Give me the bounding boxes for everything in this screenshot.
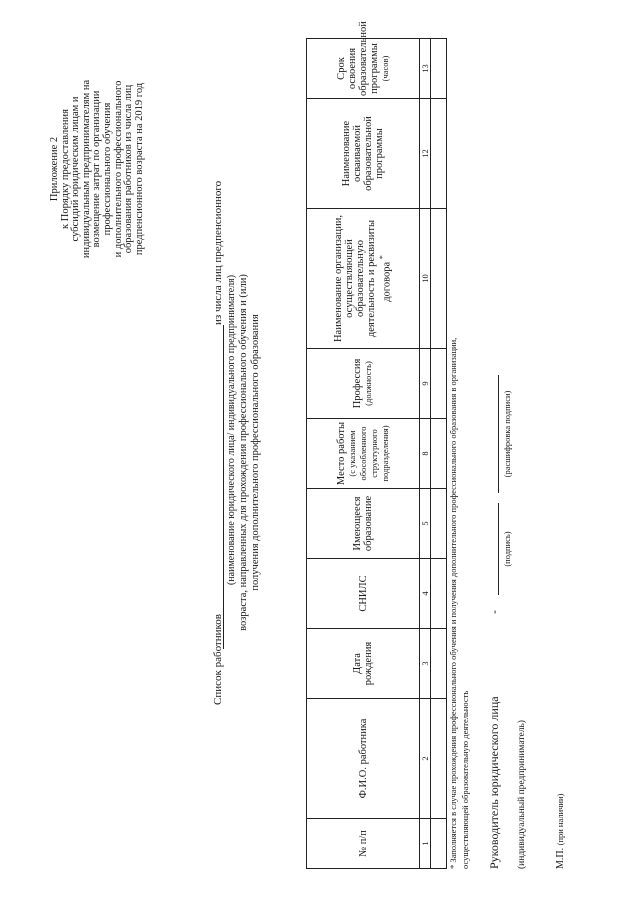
header-cell-education: Имеющееся образование	[307, 489, 420, 559]
list-title-suffix: из числа лиц предпенсионного	[212, 180, 224, 325]
signature-decode-caption: (расшифровка подписи)	[502, 390, 512, 478]
signatory-dash: -	[487, 610, 501, 614]
column-number: 8	[420, 419, 431, 489]
column-number: 9	[420, 349, 431, 419]
table-cell	[431, 419, 447, 489]
column-number: 2	[420, 699, 431, 819]
header-cell-full-name: Ф.И.О. работника	[307, 699, 420, 819]
signatory-subtitle: (индивидуальный предприниматель)	[517, 720, 527, 869]
column-number: 4	[420, 559, 431, 629]
table-cell	[431, 99, 447, 209]
column-number: 5	[420, 489, 431, 559]
organization-name-caption: (наименование юридического лица/ индивидуального предпринимателя)	[226, 274, 237, 585]
header-cell-snils: СНИЛС	[307, 559, 420, 629]
list-title-line4: получения дополнительного профессионального образования	[250, 314, 261, 591]
table-cell	[431, 349, 447, 419]
header-cell-number: № п/п	[307, 819, 420, 869]
header-cell-duration: Срок освоения образовательной программы (часов)	[307, 39, 420, 99]
seal-placeholder	[555, 794, 566, 869]
signature-caption: (подпись)	[502, 531, 512, 567]
table-cell	[431, 39, 447, 99]
table-cell	[431, 559, 447, 629]
table-cell	[431, 819, 447, 869]
header-cell-profession: Профессия (должность)	[307, 349, 420, 419]
appendix-header	[50, 49, 145, 289]
header-cell-birth-date: Дата рождения	[307, 629, 420, 699]
column-number: 10	[420, 209, 431, 349]
appendix-line: возмещение затрат по организации	[91, 90, 103, 248]
appendix-line: профессионального обучения	[101, 102, 113, 236]
table-header-row	[307, 39, 420, 869]
footnote-line: осуществляющей образовательную деятельность	[460, 690, 470, 869]
appendix-line: и дополнительного профессионального	[112, 80, 124, 258]
table-cell	[431, 209, 447, 349]
appendix-line: к Порядку предоставления	[59, 109, 71, 229]
signatory-title: Руководитель юридического лица	[487, 696, 501, 869]
column-number: 1	[420, 819, 431, 869]
organization-name-blank	[223, 325, 224, 649]
employees-table	[306, 21, 447, 869]
column-number: 3	[420, 629, 431, 699]
appendix-line: субсидий юридическим лицам и	[70, 96, 82, 242]
list-title-line	[212, 0, 226, 905]
appendix-line: индивидуальным предпринимателям на	[80, 79, 92, 259]
list-title-prefix: Список работников	[212, 614, 224, 705]
header-cell-workplace: Место работы (с указанием обособленного структурного подразделения)	[307, 419, 420, 489]
seal-label: М.П.	[555, 847, 566, 869]
appendix-line: предпенсионного возраста на 2019 год	[133, 82, 145, 256]
appendix-line: образования работников из числа лиц	[123, 84, 135, 254]
appendix-line: Приложение 2	[49, 136, 60, 202]
table-number-row	[420, 39, 431, 869]
signature-decode-line	[498, 375, 499, 493]
table-row	[431, 39, 447, 869]
signature-line	[498, 503, 499, 595]
table-cell	[431, 629, 447, 699]
footnote	[447, 29, 471, 869]
column-number: 12	[420, 99, 431, 209]
seal-note: (при наличии)	[555, 793, 565, 846]
column-number: 13	[420, 39, 431, 99]
footnote-line: * Заполняется в случае прохождения профессионального обучения и получения дополнительного профессионального образования в организации,	[448, 337, 458, 869]
table-cell	[431, 489, 447, 559]
table-cell	[431, 699, 447, 819]
header-cell-organization: Наименование организации, осуществляющей образовательную деятельность и реквизиты договора *	[307, 209, 420, 349]
list-title-line3: возраста, направленных для прохождения профессионального обучения и (или)	[238, 274, 249, 631]
header-cell-program: Наименование осваиваемой образовательной программы	[307, 99, 420, 209]
